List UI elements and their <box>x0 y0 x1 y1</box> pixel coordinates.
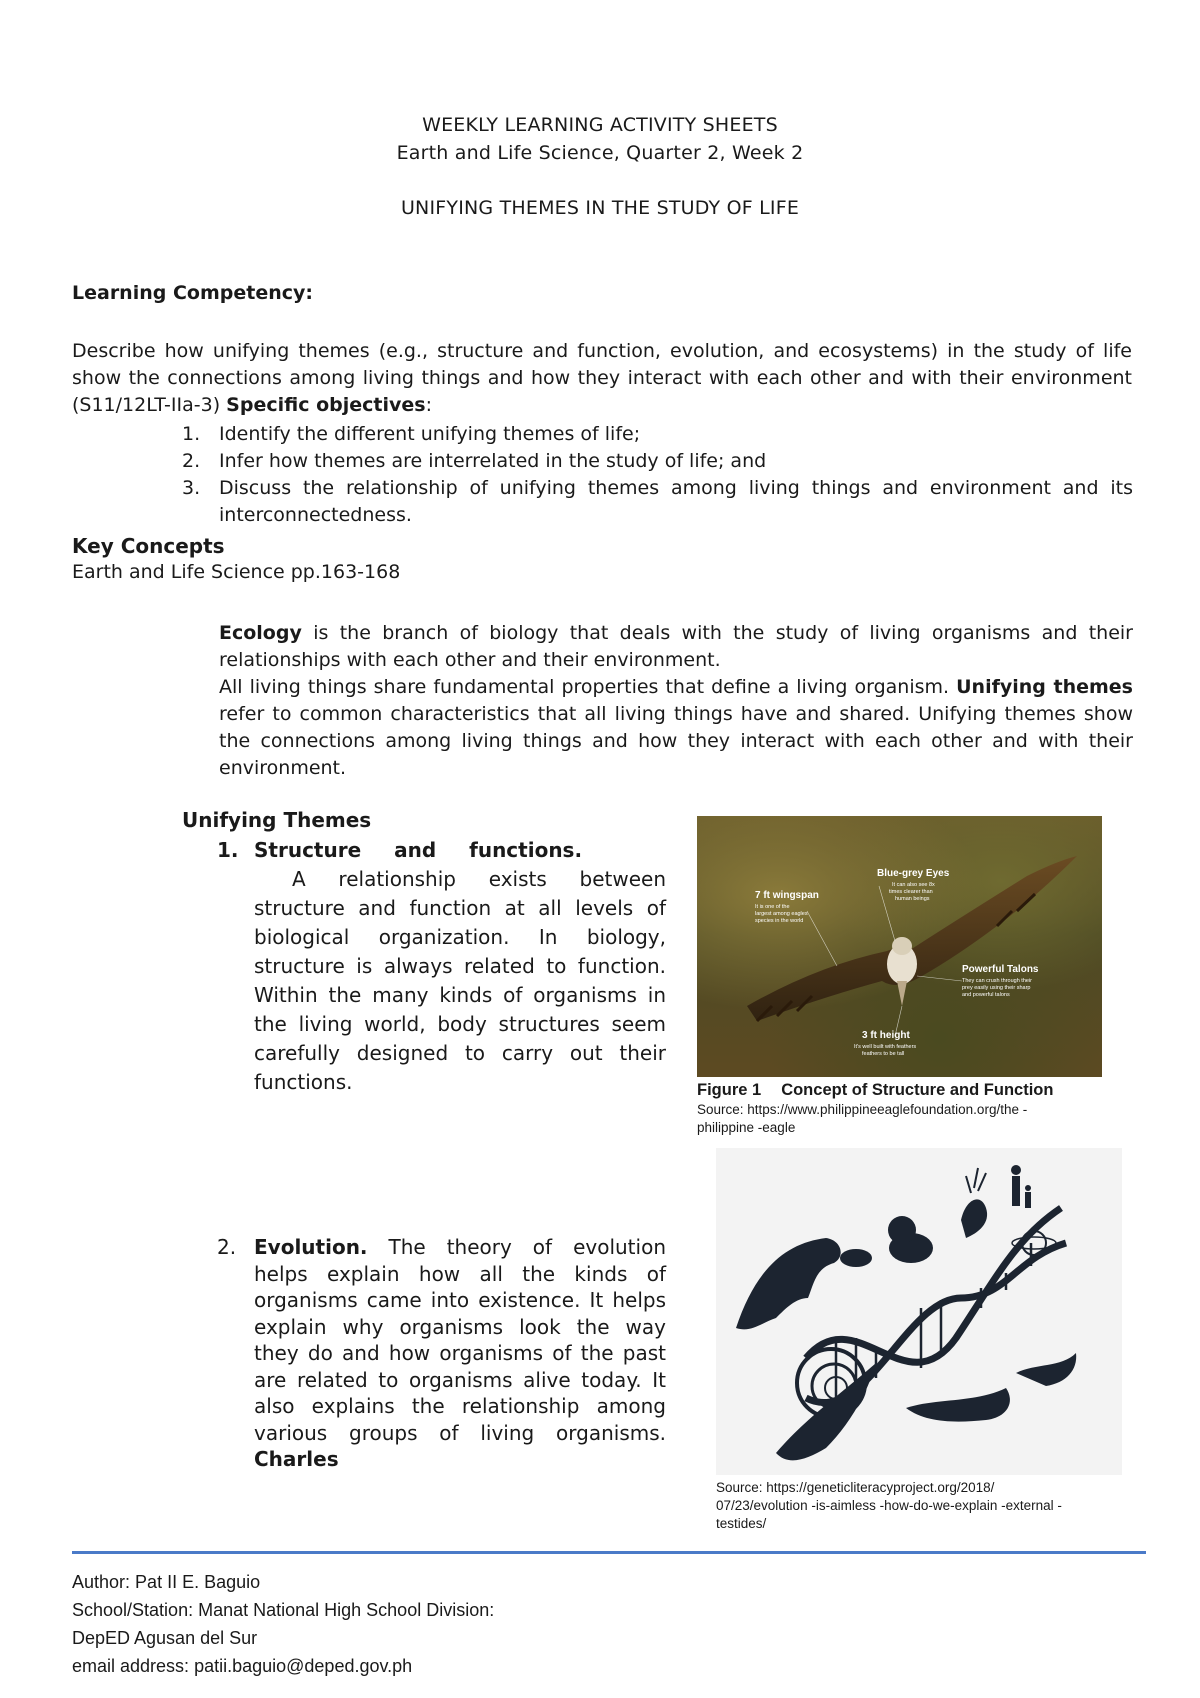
email-line: email address: patii.baguio@deped.gov.ph <box>72 1656 413 1676</box>
eyes-label: Blue-grey Eyes <box>877 868 950 879</box>
footer <box>72 1568 772 1680</box>
themes-heading: Unifying Themes <box>182 808 372 832</box>
theme-title: Evolution. <box>254 1235 368 1259</box>
figure2-source: Source: https://geneticliteracyproject.org/2018/ 07/23/evolution -is-aimless -how-do-we-explain -external - testides/ <box>716 1480 1062 1531</box>
svg-text:It's well built with feathers: It's well built with feathers <box>854 1044 917 1050</box>
key-concepts-reference: Earth and Life Science pp.163-168 <box>72 561 401 583</box>
figure1-source: Source: https://www.philippineeaglefoundation.org/the - philippine -eagle <box>697 1102 1028 1135</box>
svg-text:feathers to be tall: feathers to be tall <box>862 1051 905 1057</box>
dna-evolution-drawing <box>716 1148 1122 1475</box>
unifying-paragraph: All living things share fundamental properties that define a living organism. Unifying themes refer to common characteristics that all living things have and shared. Unifying themes show the connections among living things and how they interact with each other and with their environment. <box>219 676 1133 779</box>
figure1-title: Concept of Structure and Function <box>781 1081 1054 1099</box>
svg-text:and powerful talons: and powerful talons <box>962 992 1010 998</box>
subject-line: Earth and Life Science, Quarter 2, Week 2 <box>396 142 804 164</box>
eagle-illustration <box>697 816 1102 1077</box>
theme-title: Structure and functions. <box>254 838 583 862</box>
unifying-term: Unifying themes <box>956 676 1133 698</box>
competency-heading: Learning Competency: <box>72 282 313 304</box>
theme-text: The theory of evolution helps explain how all the kinds of organisms came into existence. It helps explain why organisms look the way they do and how organisms of the past are related to organisms alive today. It also explains the relationship among various groups of living organisms. <box>254 1235 666 1445</box>
svg-text:It is one of the: It is one of the <box>755 904 790 910</box>
email-address: patii.baguio@deped.gov.ph <box>189 1656 413 1676</box>
division-line: DepED Agusan del Sur <box>72 1628 258 1648</box>
objective-item: 2. Infer how themes are interrelated in the study of life; and <box>182 450 767 472</box>
lesson-title: UNIFYING THEMES IN THE STUDY OF LIFE <box>400 197 800 219</box>
talons-label: Powerful Talons <box>962 964 1039 975</box>
key-concepts-heading: Key Concepts <box>72 534 225 558</box>
objective-item: 3. Discuss the relationship of unifying themes among living things and environment and its interconnectedness. <box>182 477 1133 526</box>
ecology-term: Ecology <box>219 622 302 644</box>
author-line: Author: Pat II E. Baguio <box>72 1572 261 1592</box>
theme-text: A relationship exists between structure and function at all levels of biological organization. In biology, structure is always related to function. Within the many kinds of organisms in the living world, body structures seem carefully designed to carry out their functions. <box>254 867 666 1094</box>
svg-text:They can crush through their: They can crush through their <box>962 978 1033 984</box>
footer-divider <box>72 1551 1146 1554</box>
evolution-illustration <box>716 1148 1122 1475</box>
competency-description: Describe how unifying themes (e.g., structure and function, evolution, and ecosystems) in the study of life show the connections among living things and how they interact with each other and with their environment (S11/12LT-IIa-3) <box>72 340 1132 416</box>
sheet-title: WEEKLY LEARNING ACTIVITY SHEETS <box>422 114 778 136</box>
figure1-label: Figure 1 <box>697 1081 762 1099</box>
svg-text:times clearer than: times clearer than <box>889 889 933 895</box>
svg-text:It can also see 8x: It can also see 8x <box>892 882 935 888</box>
eagle-photo <box>697 816 1102 1077</box>
objective-item: 1. Identify the different unifying themes of life; <box>182 423 641 445</box>
svg-text:prey easily using their sharp: prey easily using their sharp <box>962 985 1031 991</box>
svg-text:largest among eagles: largest among eagles <box>755 911 808 917</box>
objectives-label: Specific objectives <box>226 394 426 416</box>
competency-text: Describe how unifying themes (e.g., structure and function, evolution, and ecosystems) in the study of life show the connections among living things and how they interact with each other and with their environment (S11/12LT-IIa-3) Specific objectives: <box>72 340 1132 416</box>
figure1-caption <box>697 1081 1053 1100</box>
svg-text:human beings: human beings <box>895 896 930 902</box>
height-label: 3 ft height <box>862 1030 910 1041</box>
theme-structure: 1. Structure and functions. A relationship exists between structure and function at all levels of biological organization. In biology, structure is always related to function. Within the many kinds of organisms in the living world, body structures seem carefully designed to carry out their functions. <box>254 836 666 1097</box>
school-line: School/Station: Manat National High School Division: <box>72 1600 495 1620</box>
wingspan-label: 7 ft wingspan <box>755 890 819 901</box>
svg-text:species in the world: species in the world <box>755 918 804 924</box>
objectives-list <box>182 421 1133 529</box>
theme-evolution: 2. Evolution. The theory of evolution helps explain how all the kinds of organisms came into existence. It helps explain why organisms look the way they do and how organisms of the past are related to organisms alive today. It also explains the relationship among various groups of living organisms. Charles <box>217 1235 666 1471</box>
ecology-paragraph: Ecology is the branch of biology that deals with the study of living organisms and their relationships with each other and their environment. <box>219 622 1133 671</box>
